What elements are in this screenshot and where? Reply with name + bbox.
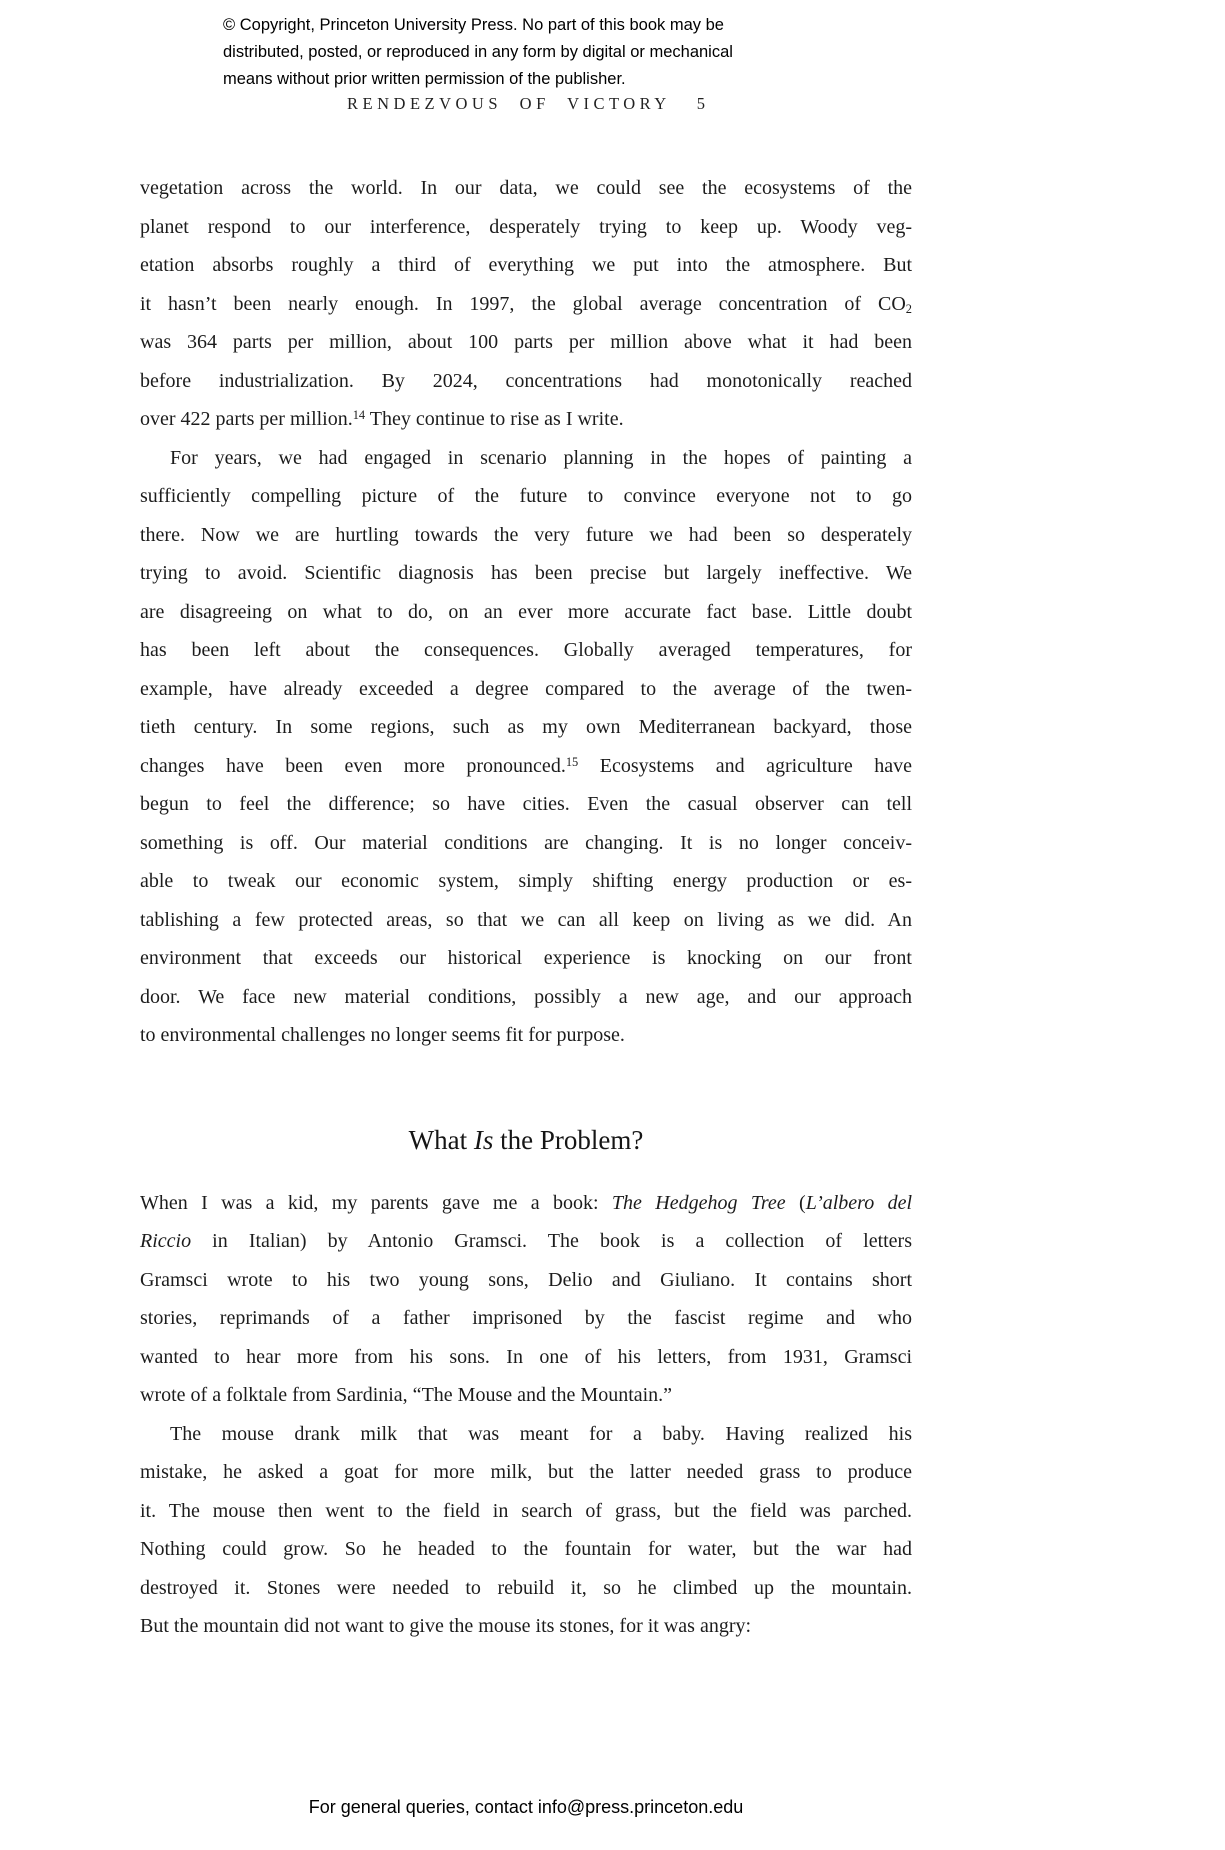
text-line: example, have already exceeded a degree compared to the average of the twen- [140,677,912,700]
paragraph [140,169,912,439]
footer-contact-text: For general queries, contact info@press.princeton.edu [308,1797,744,1817]
text-line: sufficiently compelling picture of the future to convince everyone not to go [140,485,912,507]
paragraph [140,1415,912,1646]
text-line: But the mountain did not want to give the mouse its stones, for it was angry: [140,1615,752,1637]
text-line: environment that exceeds our historical experience is knocking on our front [140,947,912,969]
copyright-line: distributed, posted, or reproduced in any form by digital or mechanical [223,43,733,61]
text-line: before industrialization. By 2024, concentrations had monotonically reached [140,369,912,392]
copyright-line: © Copyright, Princeton University Press. No part of this book may be [223,16,724,34]
text-line: For years, we had engaged in scenario planning in the hopes of painting a [170,446,912,469]
copyright-notice [223,12,733,93]
text-line: vegetation across the world. In our data, we could see the ecosystems of the [140,177,912,199]
text-line: trying to avoid. Scientific diagnosis has been precise but largely ineffective. We [140,562,912,584]
text-line: tablishing a few protected areas, so that we can all keep on living as we did. An [140,908,912,931]
text-line: tieth century. In some regions, such as my own Mediterranean backyard, those [140,716,912,738]
text-line: it hasn’t been nearly enough. In 1997, the global average concentration of $CO_2$ [140,292,912,316]
text-line: are disagreeing on what to do, on an ever more accurate fact base. Little doubt [140,600,912,623]
copyright-line: means without prior written permission of the publisher. [223,70,626,88]
text-line: Nothing could grow. So he headed to the fountain for water, but the war had [140,1538,912,1560]
text-line: destroyed it. Stones were needed to rebuild it, so he climbed up the mountain. [140,1576,912,1599]
running-header-title: RENDEZVOUS OF VICTORY [347,94,671,113]
text-line: begun to feel the difference; so have cities. Even the casual observer can tell [140,793,912,815]
text-line: Gramsci wrote to his two young sons, Delio and Giuliano. It contains short [140,1268,912,1291]
italic-text: Riccio [140,1230,192,1252]
text-line: was 364 parts per million, about 100 parts per million above what it had been [140,331,912,353]
text-line: able to tweak our economic system, simply shifting energy production or es- [140,870,912,892]
text-line: The mouse drank milk that was meant for a baby. Having realized his [170,1422,912,1445]
body-text [140,169,912,1646]
text-line: changes have been even more pronounced.$^{15}$ Ecosystems and agriculture have [140,754,913,777]
footer-contact [140,1797,912,1818]
text-line: mistake, he asked a goat for more milk, but the latter needed grass to produce [140,1461,912,1483]
text-line: etation absorbs roughly a third of everything we put into the atmosphere. But [140,254,912,276]
text-line: stories, reprimands of a father imprisoned by the fascist regime and who [140,1307,912,1329]
text-line: there. Now we are hurtling towards the very future we had been so desperately [140,523,912,546]
paragraph [140,439,912,1055]
text-line: over 422 parts per million.$^{14}$ They continue to rise as I write. [140,408,624,430]
text-line: planet respond to our interference, desperately trying to keep up. Woody veg- [140,215,912,238]
text-line: to environmental challenges no longer seems fit for purpose. [140,1024,625,1046]
text-line: When I was a kid, my parents gave me a book: The Hedgehog Tree (L’albero del [140,1191,913,1214]
footnote-reference: 15 [565,754,579,769]
italic-text: The Hedgehog Tree [611,1191,786,1214]
text-line: Riccio in Italian) by Antonio Gramsci. The book is a collection of letters [140,1230,912,1252]
text-line: something is off. Our material conditions are changing. It is no longer conceiv- [140,831,912,854]
page-number: 5 [696,94,705,113]
text-line: wanted to hear more from his sons. In one of his letters, from 1931, Gramsci [140,1345,912,1368]
text-line: wrote of a folktale from Sardinia, “The Mouse and the Mountain.” [140,1384,673,1406]
running-header [140,94,912,114]
footnote-reference: 14 [352,408,366,423]
italic-text: L’albero del [805,1191,913,1214]
text-line: door. We face new material conditions, possibly a new age, and our approach [140,985,912,1008]
paragraph [140,1184,912,1415]
subscript-text: 2 [905,301,912,316]
italic-text: Is [473,1124,494,1155]
text-line: has been left about the consequences. Globally averaged temperatures, for [140,639,912,661]
section-heading: What Is the Problem? [408,1124,644,1155]
text-line: it. The mouse then went to the field in search of grass, but the field was parched. [140,1499,912,1522]
